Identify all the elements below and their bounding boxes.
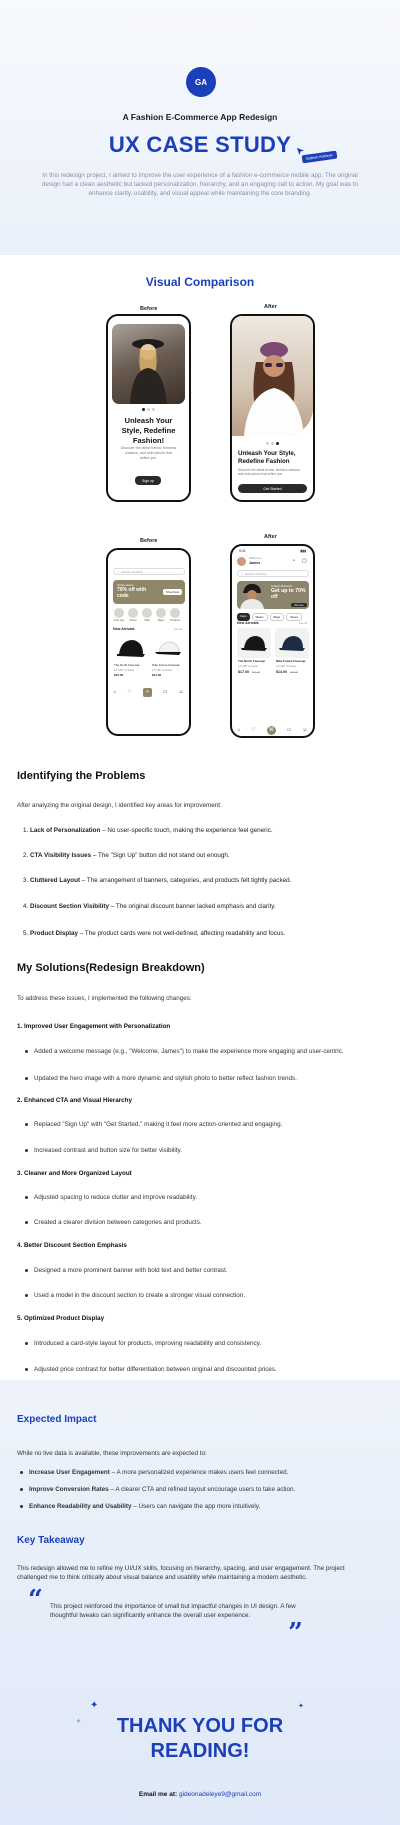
- product-card[interactable]: [237, 628, 271, 658]
- product-rating: 4.5 (287 reviews): [114, 669, 134, 672]
- product-card[interactable]: [151, 634, 185, 662]
- product-rating: 4.5 (287 reviews): [276, 665, 296, 668]
- solution-bullet: Designed a more prominent banner with bold text and better contrast.: [25, 1267, 228, 1274]
- hero-photo: [232, 316, 313, 436]
- onboarding-before-phone: [106, 314, 191, 502]
- cap-icon: [151, 634, 185, 662]
- problems-title: Identifying the Problems: [17, 770, 146, 782]
- solution-bullet: Increased contrast and button size for better visibility.: [25, 1147, 182, 1154]
- product-card[interactable]: [113, 634, 147, 662]
- see-all-link[interactable]: See All: [174, 628, 183, 631]
- solution-heading: 5. Optimized Product Display: [17, 1315, 105, 1322]
- model-figure-icon: [232, 316, 313, 436]
- tab-wears[interactable]: Wears: [252, 613, 268, 621]
- takeaway-quote: This project reinforced the importance of small but impactful changes in UI design. A few thoughtful tweaks can significantly enhance the overall user experience.: [50, 1603, 296, 1619]
- tab-bags[interactable]: Bags: [270, 613, 284, 621]
- solution-heading: 1. Improved User Engagement with Personalization: [17, 1023, 171, 1030]
- project-subtitle: A Fashion E-Commerce App Redesign: [122, 112, 278, 122]
- solution-heading: 2. Enhanced CTA and Visual Hierarchy: [17, 1097, 133, 1104]
- onboarding-heading: Unleash Your Style, Redefine Fashion: [238, 450, 296, 465]
- bell-icon[interactable]: ◔: [292, 558, 296, 564]
- impact-item: Improve Conversion Rates – A clearer CTA and refined layout encourage users to take action.: [20, 1486, 295, 1493]
- problem-item: 2. CTA Visibility Issues – The "Sign Up" button did not stand out enough.: [23, 852, 230, 859]
- problem-item: 1. Lack of Personalization – No user-specific touch, making the experience feel generic.: [23, 827, 273, 834]
- original-price: $18.00: [290, 670, 298, 674]
- impact-item: Increase User Engagement – A more personalized experience makes users feel connected.: [20, 1469, 288, 1476]
- intro-text: In this redesign project, I aimed to improve the user experience of a fashion e-commerce mobile app. The original design had a clean aesthetic but lacked personalization, hierarchy, and an engaging call to action. My goal was to enhance clarity, usability, and visual appeal while maintaining the core branding.: [42, 172, 358, 198]
- solution-bullet: Replaced "Sign Up" with "Get Started," making it feel more action-oriented and engaging.: [25, 1121, 282, 1128]
- author-tag: Gideon Adeleye: [302, 151, 338, 164]
- category-shoes[interactable]: Shoes: [128, 608, 138, 622]
- scan-icon[interactable]: ⌘: [268, 727, 274, 733]
- visual-comparison-title: Visual Comparison: [145, 275, 255, 289]
- home-icon[interactable]: ⌂: [237, 727, 241, 733]
- solutions-intro: To address these issues, I implemented the following changes:: [17, 995, 192, 1002]
- solution-heading: 4. Better Discount Section Emphasis: [17, 1242, 127, 1249]
- thank-you-heading: THANK YOU FOR READING!: [116, 1715, 284, 1762]
- product-name: The North Facecap: [114, 663, 140, 667]
- email-line: Email me at: gideonadeleye9@gmail.com: [138, 1791, 262, 1798]
- page-title: UX CASE STUDY: [108, 132, 292, 157]
- problem-item: 4. Discount Section Visibility – The original discount banner lacked emphasis and clarity.: [23, 903, 276, 910]
- solution-bullet: Introduced a card-style layout for products, improving readability and consistency.: [25, 1340, 261, 1347]
- cap-icon: [237, 628, 271, 658]
- problem-item: 3. Cluttered Layout – The arrangement of banners, categories, and products felt tightly packed.: [23, 877, 292, 884]
- close-quote-icon: ”: [288, 1618, 303, 1648]
- get-started-button[interactable]: Get Started: [238, 484, 307, 493]
- onboarding-heading: Unleash Your Style, Redefine Fashion!: [121, 416, 176, 445]
- product-rating: 4.5 (287 reviews): [238, 665, 258, 668]
- product-name: Nike Future Facecap: [276, 659, 306, 663]
- after-label: After: [264, 304, 277, 310]
- model-figure-icon: [237, 581, 267, 609]
- after-label: After: [264, 534, 277, 540]
- home-before-phone: [106, 548, 191, 736]
- before-label: Before: [140, 538, 158, 544]
- bag-icon[interactable]: ▢: [302, 558, 307, 564]
- new-arrivals-title: New Arrivals: [113, 627, 135, 631]
- profile-icon[interactable]: ☺: [178, 689, 184, 695]
- takeaway-body: This redesign allowed me to refine my UI/UX skills, focusing on hierarchy, spacing, and user engagement. The project challenged me to think critically about visual balance and usability while maintaining a modern aesthetic.: [17, 1565, 345, 1581]
- category-tabs: [237, 613, 302, 621]
- solution-bullet: Adjusted spacing to reduce clutter and improve readability.: [25, 1194, 197, 1201]
- greeting: Welcome,: [249, 556, 263, 560]
- hero-section: [0, 0, 400, 255]
- open-quote-icon: “: [28, 1585, 43, 1615]
- product-rating: 4.5 (287 reviews): [152, 669, 172, 672]
- user-name: James: [249, 561, 261, 565]
- impact-item: Enhance Readability and Usability – Users can navigate the app more intuitively.: [20, 1503, 260, 1510]
- impact-title: Expected Impact: [17, 1414, 97, 1425]
- solution-bullet: Used a model in the discount section to create a stronger visual connection.: [25, 1292, 245, 1299]
- category-bags[interactable]: Bags: [156, 608, 166, 622]
- tab-caps[interactable]: Caps: [237, 613, 250, 621]
- sparkle-icon: ✦: [90, 1700, 99, 1711]
- new-arrivals-title: New Arrivals: [237, 621, 259, 625]
- solution-heading: 3. Cleaner and More Organized Layout: [17, 1170, 132, 1177]
- cap-icon: [113, 634, 147, 662]
- search-icon: ⌕: [117, 569, 119, 574]
- search-icon: ⌕: [241, 571, 243, 576]
- problems-intro: After analyzing the original design, I identified key areas for improvement:: [17, 802, 222, 809]
- product-price: $15.00: [114, 673, 124, 677]
- onboarding-body: Discover the latest trends, timeless classics, and bold pieces that define you.: [238, 468, 301, 477]
- tab-shoes[interactable]: Shoes: [286, 613, 302, 621]
- product-price: $17.00: [238, 670, 249, 674]
- bottom-nav: [108, 686, 189, 698]
- email-link[interactable]: gideonadeleye9@gmail.com: [178, 1791, 262, 1798]
- profile-icon[interactable]: ☺: [302, 727, 308, 733]
- onboarding-body: Discover the latest trends, timeless classics, and bold pieces that define you.: [120, 446, 177, 460]
- promo-banner: Today Home 70% off with code Shop Now: [113, 580, 185, 604]
- product-name: The North Facecap: [238, 659, 266, 663]
- onboarding-after-phone: [230, 314, 315, 502]
- sparkle-icon: ✧: [76, 1719, 82, 1725]
- avatar[interactable]: [237, 557, 246, 566]
- solution-bullet: Created a clearer division between categories and products.: [25, 1219, 202, 1226]
- cart-icon[interactable]: ▭: [162, 689, 168, 695]
- home-after-phone: [230, 544, 315, 738]
- solution-bullet: Added a welcome message (e.g., "Welcome, James") to make the experience more engaging and user-centric.: [25, 1048, 344, 1055]
- cap-icon: [275, 628, 309, 658]
- product-card[interactable]: [275, 628, 309, 658]
- category-wills[interactable]: Wills: [142, 608, 152, 622]
- cart-icon[interactable]: ▭: [286, 727, 292, 733]
- bottom-nav: [232, 724, 313, 736]
- home-icon[interactable]: ⌂: [113, 689, 117, 695]
- product-price: $14.00: [152, 673, 162, 677]
- status-bar: 9:41 ▮▮▮: [239, 548, 306, 553]
- sparkle-icon: ✦: [298, 1703, 304, 1710]
- heart-icon[interactable]: ♡: [251, 727, 256, 733]
- solutions-title: My Solutions(Redesign Breakdown): [17, 962, 205, 974]
- product-name: Nike Future Facecap: [152, 663, 180, 667]
- before-label: Before: [140, 306, 158, 312]
- takeaway-title: Key Takeaway: [17, 1535, 85, 1546]
- solution-bullet: Adjusted price contrast for better differentiation between original and discounted prices.: [25, 1366, 277, 1373]
- shop-now-button[interactable]: Shop Now: [163, 589, 182, 595]
- heart-icon[interactable]: ♡: [127, 689, 132, 695]
- category-products[interactable]: Products: [170, 608, 180, 622]
- add-icon[interactable]: +: [143, 688, 152, 697]
- category-foot-cap[interactable]: Foot cap: [114, 608, 124, 622]
- search-input[interactable]: ⌕ Search anything...: [113, 568, 185, 575]
- search-input[interactable]: ⌕ Search anything...: [237, 570, 309, 577]
- impact-intro: While no live data is available, these improvements are expected to:: [17, 1450, 207, 1457]
- carousel-dots: [142, 408, 155, 411]
- solution-bullet: Updated the hero image with a more dynamic and stylish photo to better reflect fashion trends.: [25, 1075, 297, 1082]
- carousel-dots: [266, 442, 279, 445]
- original-price: $21.00: [252, 670, 260, 674]
- product-price: $14.00: [276, 670, 287, 674]
- hero-photo: [112, 324, 185, 404]
- see-all-link[interactable]: See all: [299, 622, 307, 625]
- sign-up-button[interactable]: Sign up: [135, 476, 161, 485]
- discount-banner: Today's Discount Get up to 70% off Visit now: [237, 581, 309, 609]
- visit-now-button[interactable]: Visit now: [291, 603, 307, 607]
- logo: GA: [186, 67, 216, 97]
- model-figure-icon: [112, 324, 185, 404]
- problem-item: 5. Product Display – The product cards were not well-defined, affecting readability and focus.: [23, 930, 286, 937]
